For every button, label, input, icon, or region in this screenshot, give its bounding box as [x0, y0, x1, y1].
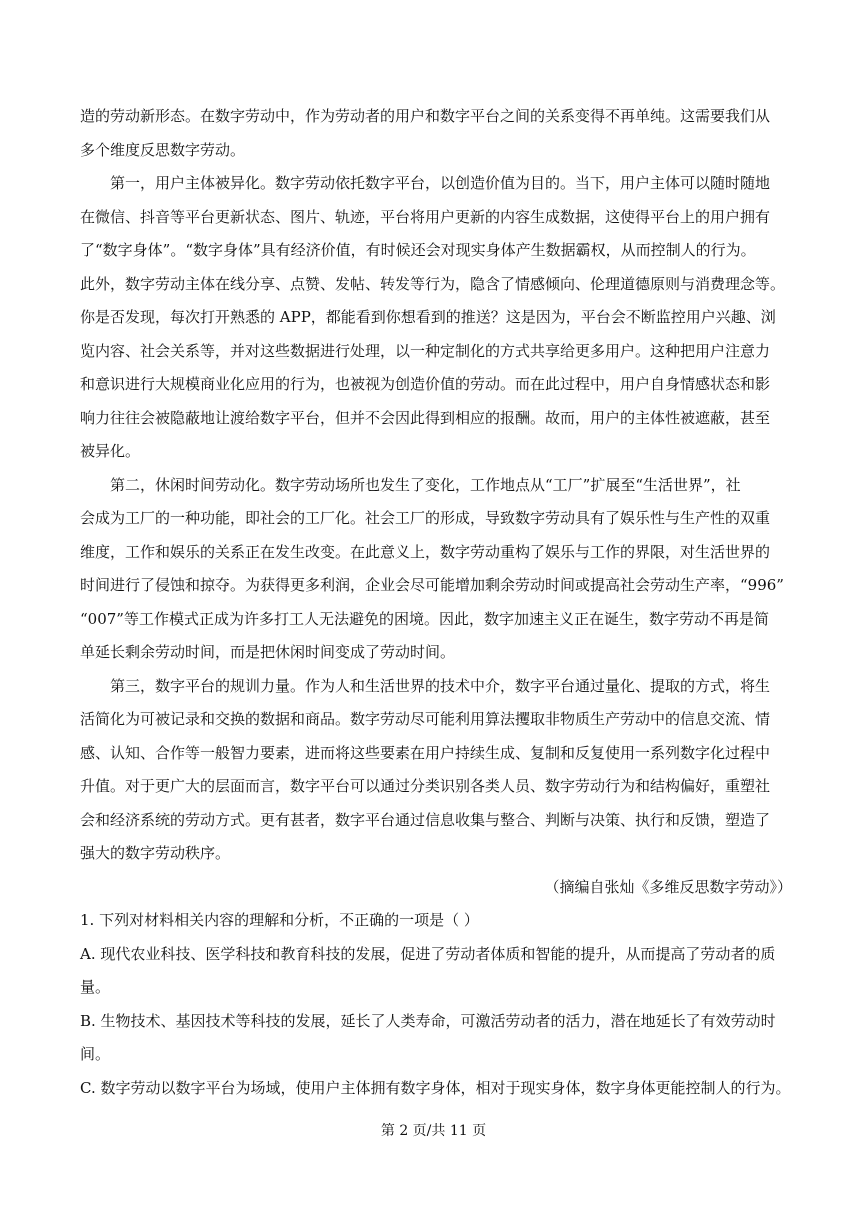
text-line: 被异化。 — [80, 442, 141, 460]
page-number: 第 2 页/共 11 页 — [380, 1123, 487, 1139]
option-line: 间。 — [80, 1045, 111, 1063]
option-line: C. 数字劳动以数字平台为场域，使用户主体拥有数字身体，相对于现实身体，数字身体更能控制人的行为。 — [80, 1078, 791, 1097]
text-line: 维度，工作和娱乐的关系正在发生改变。在此意义上，数字劳动重构了娱乐与工作的界限，对生活世界的 — [80, 542, 771, 561]
text-line: 在微信、抖音等平台更新状态、图片、轨迹，平台将用户更新的内容生成数据，这使得平台上的用户拥有 — [80, 207, 771, 226]
text-line: 览内容、社会关系等，并对这些数据进行处理，以一种定制化的方式共享给更多用户。这种把用户注意力 — [80, 341, 771, 360]
text-line: 造的劳动新形态。在数字劳动中，作为劳动者的用户和数字平台之间的关系变得不再单纯。这需要我们从 — [80, 107, 771, 125]
text-line: “007”等工作模式正成为许多打工人无法避免的困境。因此，数字加速主义正在诞生，数字劳动不再是简 — [80, 609, 769, 628]
option-line: A. 现代农业科技、医学科技和教育科技的发展，促进了劳动者体质和智能的提升，从而提高了劳动者的质 — [80, 944, 776, 963]
option-c — [80, 1072, 792, 1106]
paragraph-4 — [80, 670, 792, 871]
text-line: 多个维度反思数字劳动。 — [80, 140, 246, 159]
question-stem: 1. 下列对材料相关内容的理解和分析，不正确的一项是（ ） — [80, 911, 479, 929]
text-line: 第二，休闲时间劳动化。数字劳动场所也发生了变化，工作地点从“工厂”扩展至“生活世界”，社 — [110, 475, 741, 494]
option-line: 量。 — [80, 978, 111, 996]
text-line: 强大的数字劳动秩序。 — [80, 844, 231, 862]
text-line: 和意识进行大规模商业化应用的行为，也被视为创造价值的劳动。而在此过程中，用户自身情感状态和影 — [80, 375, 771, 393]
text-line: 第三，数字平台的规训力量。作为人和生活世界的技术中介，数字平台通过量化、提取的方式，将生 — [110, 676, 771, 695]
text-line: 单延长剩余劳动时间，而是把休闲时间变成了劳动时间。 — [80, 643, 456, 661]
text-line: 会成为工厂的一种功能，即社会的工厂化。社会工厂的形成，导致数字劳动具有了娱乐性与生产性的双重 — [80, 509, 771, 527]
option-a — [80, 938, 792, 1005]
question-1 — [80, 904, 792, 1105]
paragraph-2 — [80, 167, 792, 469]
text-line: 升值。对于更广大的层面而言，数字平台可以通过分类识别各类人员、数字劳动行为和结构偏好，重塑社 — [80, 777, 771, 795]
article — [80, 100, 792, 904]
option-line: B. 生物技术、基因技术等科技的发展，延长了人类寿命，可激活劳动者的活力，潜在地延长了有效劳动时 — [80, 1011, 776, 1030]
text-line: 此外，数字劳动主体在线分享、点赞、发帖、转发等行为，隐含了情感倾向、伦理道德原则与消费理念等。 — [80, 274, 786, 293]
option-b — [80, 1005, 792, 1072]
source-citation: （摘编自张灿《多维反思数字劳动》） — [544, 877, 792, 896]
text-line: 你是否发现，每次打开熟悉的 APP，都能看到你想看到的推送？这是因为，平台会不断监控用户兴趣、浏 — [80, 308, 776, 326]
text-line: 响力往往会被隐蔽地让渡给数字平台，但并不会因此得到相应的报酬。故而，用户的主体性被遮蔽，甚至 — [80, 408, 771, 427]
text-line: 第一，用户主体被异化。数字劳动依托数字平台，以创造价值为目的。当下，用户主体可以随时随地 — [110, 174, 771, 192]
paragraph-1 — [80, 100, 792, 167]
text-line: 了“数字身体”。“数字身体”具有经济价值，有时候还会对现实身体产生数据霸权，从而控制人的行为。 — [80, 241, 756, 259]
paragraph-3 — [80, 469, 792, 670]
text-line: 时间进行了侵蚀和掠夺。为获得更多利润，企业会尽可能增加剩余劳动时间或提高社会劳动生产率，“996” — [80, 576, 784, 594]
document-page — [80, 100, 792, 1105]
text-line: 活简化为可被记录和交换的数据和商品。数字劳动尽可能利用算法攫取非物质生产劳动中的信息交流、情 — [80, 710, 771, 728]
text-line: 会和经济系统的劳动方式。更有甚者，数字平台通过信息收集与整合、判断与决策、执行和反馈，塑造了 — [80, 810, 771, 829]
text-line: 感、认知、合作等一般智力要素，进而将这些要素在用户持续生成、复制和反复使用一系列数字化过程中 — [80, 743, 771, 762]
